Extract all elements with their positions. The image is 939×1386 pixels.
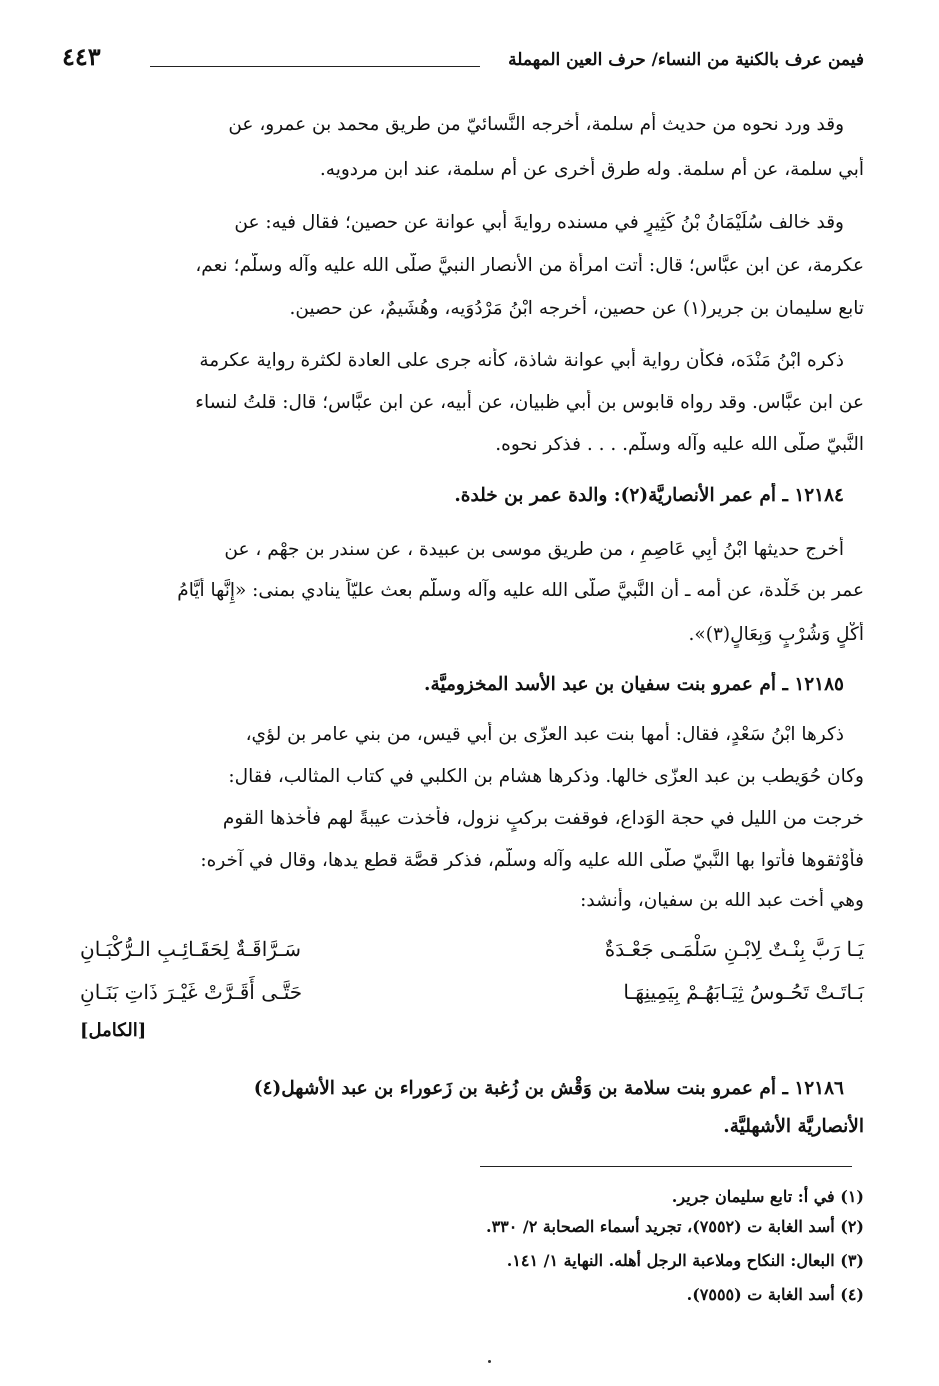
- footnote-rule: [480, 1166, 852, 1167]
- running-header: فيمن عرف بالكنية من النساء/ حرف العين المهملة: [508, 50, 864, 70]
- body-line: عكرمة، عن ابن عبَّاس؛ قال: أتت امرأة من الأنصار النبيَّ صلَّى الله عليه وآله وسلَّم؛ نعم،: [195, 255, 864, 276]
- speck: [488, 1360, 491, 1363]
- header-rule: [150, 66, 480, 67]
- body-line: ذكرها ابْنُ سَعْدٍ، فقال: أمها بنت عبد العزّى بن أبي قيس، من بني عامر بن لؤي،: [245, 724, 844, 745]
- page-number: ٤٤٣: [62, 42, 101, 71]
- footnote-3: (٣) البعال: النكاح وملاعبة الرجل أهله. النهاية ١/ ١٤١.: [506, 1251, 864, 1270]
- body-line: أَكْلٍ وَشُرْبٍ وَبِعَالٍ(٣)».: [688, 624, 864, 645]
- body-line: النَّبيّ صلَّى الله عليه وآله وسلَّم. . . . فذكر نحوه.: [495, 434, 864, 455]
- footnote-1: (١) في أ: تابع سليمان جرير.: [671, 1187, 864, 1206]
- body-line: أبي سلمة، عن أم سلمة. وله طرق أخرى عن أم سلمة، عند ابن مردويه.: [319, 159, 864, 180]
- body-line: خرجت من الليل في حجة الوَداع، فوقفت بركبٍ نزول، فأخذت عيبةً لهم فأخذها القوم: [222, 808, 864, 829]
- body-line: عمر بن خَلْدة، عن أمه ـ أن النَّبيَّ صلَّى الله عليه وآله وسلَّم بعث عليّاً ينادي بمنى: «إِنَّها أَيَّامُ: [177, 580, 864, 601]
- footnote-2: (٢) أسد الغابة ت (٧٥٥٢)، تجريد أسماء الصحابة ٢/ ٣٣٠.: [485, 1217, 864, 1236]
- poem-hemistich-1b: سَـرَّاقَـةٌ لِحَقَـائِـبِ الـرُّكْبَـانِ: [80, 937, 301, 961]
- poem-meter: [الكامل]: [80, 1020, 147, 1041]
- body-line: وهي أخت عبد الله بن سفيان، وأنشد:: [580, 890, 864, 911]
- entry-heading-12184: ١٢١٨٤ ـ أم عمر الأنصاريَّة(٢): والدة عمر بن خلدة.: [454, 485, 844, 506]
- poem-hemistich-2a: بَـاتَـتْ تَحُـوسُ ثِيَـابَهُـمْ بِيَمِينِهَـا: [623, 980, 864, 1004]
- body-line: وقد ورد نحوه من حديث أم سلمة، أخرجه النَّسائيّ من طريق محمد بن عمرو، عن: [228, 114, 844, 135]
- body-line: أخرج حديثها ابْنُ أَبِي عَاصِمٍ ، من طريق موسى بن عبيدة ، عن سندر بن جهْم ، عن: [224, 539, 844, 560]
- body-line: عن ابن عبَّاس. وقد رواه قابوس بن أبي ظبيان، عن أبيه، عن ابن عبَّاس؛ قال: قلتُ لنساء: [195, 392, 864, 413]
- entry-heading-12185: ١٢١٨٥ ـ أم عمرو بنت سفيان بن عبد الأسد المخزوميَّة.: [424, 674, 844, 695]
- poem-hemistich-1a: يَـا رَبَّ بِنْـتٌ لِابْـنِ سَلْمَـى جَعْـدَةٌ: [604, 937, 864, 961]
- poem-hemistich-2b: حَتَّـى أَقَـرَّتْ غَيْـرَ ذَاتِ بَنَـانِ: [80, 980, 303, 1004]
- footnote-4: (٤) أسد الغابة ت (٧٥٥٥).: [686, 1285, 864, 1304]
- body-line: الأنصاريَّة الأشهليَّة.: [723, 1116, 864, 1137]
- body-line: فأوْثقوها فأتوا بها النَّبيّ صلَّى الله عليه وآله وسلَّم، فذكر قصَّة قطع يدها، وقال في آخره:: [200, 850, 864, 871]
- body-line: وقد خالف سُلَيْمَانُ بْنُ كَثِيرٍ في مسنده روايةَ أبي عوانة عن حصين؛ فقال فيه: عن: [234, 212, 844, 233]
- entry-heading-12186: ١٢١٨٦ ـ أم عمرو بنت سلامة بن وَقْش بن زُغبة بن زَعوراء بن عبد الأشهل(٤): [253, 1078, 844, 1099]
- body-line: تابع سليمان بن جرير(١) عن حصين، أخرجه ابْنُ مَرْدُوَيه، وهُشَيمٌ، عن حصين.: [289, 298, 864, 319]
- body-line: وكان حُوَيطب بن عبد العزّى خالها. وذكرها هشام بن الكلبي في كتاب المثالب، فقال:: [228, 766, 864, 787]
- body-line: ذكره ابْنُ مَنْدَه، فكأن رواية أبي عوانة شاذة، كأنه جرى على العادة لكثرة رواية عكرمة: [199, 350, 844, 371]
